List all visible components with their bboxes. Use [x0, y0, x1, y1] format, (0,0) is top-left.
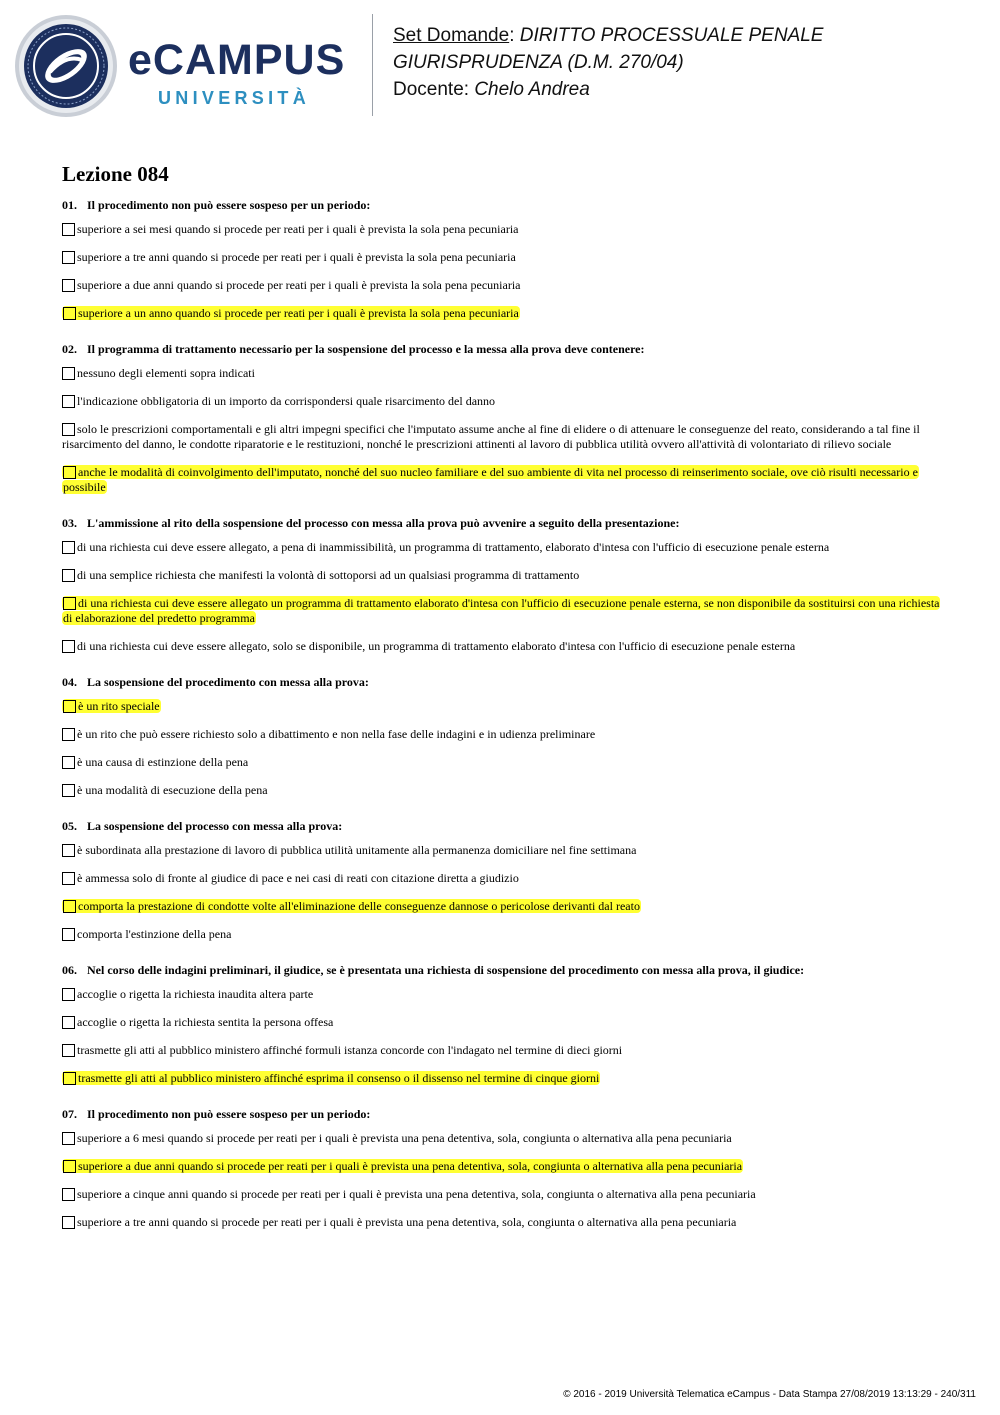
- question-text: [62, 675, 940, 689]
- set-line: Set Domande: DIRITTO PROCESSUALE PENALE: [393, 25, 824, 46]
- answer-option[interactable]: [62, 394, 940, 409]
- answer-option-text: è subordinata alla prestazione di lavoro di pubblica utilità unitamente alla permanenza domiciliare nel fine settimana: [77, 843, 637, 857]
- answer-option[interactable]: [62, 278, 940, 293]
- question-block: [62, 1107, 940, 1230]
- answer-option-text: comporta la prestazione di condotte volte all'eliminazione delle conseguenze dannose o pericolose derivanti dal reato: [78, 899, 640, 913]
- answer-option-text: di una richiesta cui deve essere allegato, a pena di inammissibilità, un programma di trattamento, elaborato d'intesa con l'ufficio di esecuzione penale esterna: [77, 540, 830, 554]
- course-line: GIURISPRUDENZA (D.M. 270/04): [393, 52, 684, 73]
- answer-option-text: accoglie o rigetta la richiesta inaudita altera parte: [77, 987, 314, 1001]
- header-divider: [372, 14, 373, 116]
- main-content: [62, 160, 940, 1251]
- checkbox-icon[interactable]: [62, 223, 75, 236]
- checkbox-icon[interactable]: [62, 279, 75, 292]
- answer-option-text: superiore a 6 mesi quando si procede per reati per i quali è prevista una pena detentiva, sola, congiunta o alternativa alla pena pecuniaria: [77, 1131, 732, 1145]
- answer-option-text: superiore a cinque anni quando si procede per reati per i quali è prevista una pena detentiva, sola, congiunta o alternativa alla pena pecuniaria: [77, 1187, 756, 1201]
- question-text: [62, 819, 940, 833]
- lesson-title: Lezione 084: [62, 162, 169, 186]
- checkbox-icon[interactable]: [62, 1016, 75, 1029]
- checkbox-icon[interactable]: [63, 700, 76, 713]
- question-block: [62, 963, 940, 1086]
- question-prompt: La sospensione del procedimento con messa alla prova:: [87, 675, 369, 689]
- answer-option-text: superiore a tre anni quando si procede per reati per i quali è prevista la sola pena pecuniaria: [77, 250, 516, 264]
- checkbox-icon[interactable]: [62, 1216, 75, 1229]
- question-number: 02.: [62, 342, 77, 356]
- answer-option[interactable]: [62, 1071, 940, 1086]
- answer-option[interactable]: [62, 1215, 940, 1230]
- question-prompt: L'ammissione al rito della sospensione del processo con messa alla prova può avvenire a seguito della presentazione:: [87, 516, 680, 530]
- answer-option[interactable]: [62, 366, 940, 381]
- answer-option-text: è un rito speciale: [78, 699, 160, 713]
- answer-option[interactable]: [62, 222, 940, 237]
- checkbox-icon[interactable]: [62, 784, 75, 797]
- answer-option[interactable]: [62, 755, 940, 770]
- checkbox-icon[interactable]: [62, 640, 75, 653]
- checkbox-icon[interactable]: [62, 928, 75, 941]
- answer-option[interactable]: [62, 465, 940, 495]
- answer-option[interactable]: [62, 306, 940, 321]
- answer-option[interactable]: [62, 899, 940, 914]
- checkbox-icon[interactable]: [63, 466, 76, 479]
- question-number: 04.: [62, 675, 77, 689]
- question-prompt: La sospensione del processo con messa alla prova:: [87, 819, 343, 833]
- question-block: [62, 675, 940, 798]
- checkbox-icon[interactable]: [62, 423, 75, 436]
- answer-option-text: superiore a tre anni quando si procede per reati per i quali è prevista una pena detentiva, sola, congiunta o alternativa alla pena pecuniaria: [77, 1215, 737, 1229]
- question-block: [62, 198, 940, 321]
- answer-option-text: di una richiesta cui deve essere allegato, solo se disponibile, un programma di trattamento elaborato d'intesa con l'ufficio di esecuzione penale esterna: [77, 639, 796, 653]
- checkbox-icon[interactable]: [62, 541, 75, 554]
- checkbox-icon[interactable]: [62, 251, 75, 264]
- question-text: [62, 342, 940, 356]
- answer-option-text: accoglie o rigetta la richiesta sentita la persona offesa: [77, 1015, 334, 1029]
- answer-option[interactable]: [62, 987, 940, 1002]
- question-number: 01.: [62, 198, 77, 212]
- checkbox-icon[interactable]: [62, 844, 75, 857]
- answer-option[interactable]: [62, 1015, 940, 1030]
- checkbox-icon[interactable]: [63, 900, 76, 913]
- checkbox-icon[interactable]: [62, 395, 75, 408]
- answer-option-text: di una semplice richiesta che manifesti la volontà di sottoporsi ad un qualsiasi programma di trattamento: [77, 568, 580, 582]
- question-text: [62, 963, 940, 977]
- answer-option-text: nessuno degli elementi sopra indicati: [77, 366, 255, 380]
- checkbox-icon[interactable]: [62, 367, 75, 380]
- checkbox-icon[interactable]: [62, 756, 75, 769]
- question-prompt: Il programma di trattamento necessario per la sospensione del processo e la messa alla prova deve contenere:: [87, 342, 645, 356]
- answer-option[interactable]: [62, 596, 940, 626]
- answer-option-text: è ammessa solo di fronte al giudice di pace e nei casi di reati con citazione diretta a giudizio: [77, 871, 519, 885]
- question-block: [62, 516, 940, 654]
- checkbox-icon[interactable]: [63, 597, 76, 610]
- teacher-line: [393, 76, 983, 103]
- question-number: 03.: [62, 516, 77, 530]
- answer-option[interactable]: [62, 1187, 940, 1202]
- answer-option[interactable]: [62, 699, 940, 714]
- header-info: [393, 22, 983, 103]
- answer-option-text: solo le prescrizioni comportamentali e gli altri impegni specifici che l'imputato assume anche al fine di elidere o di attenuare le conseguenze del reato, considerando a tal fine il risarcimento del danno, le condotte riparatorie e le restituzioni, nonché le prescrizioni attinenti al lavoro di pubblica utilità ovvero all'attività di volontariato di rilievo sociale: [62, 422, 920, 451]
- question-prompt: Il procedimento non può essere sospeso per un periodo:: [87, 198, 371, 212]
- answer-option[interactable]: [62, 422, 940, 452]
- answer-option-text: comporta l'estinzione della pena: [77, 927, 232, 941]
- question-text: [62, 198, 940, 212]
- answer-option-text: superiore a un anno quando si procede per reati per i quali è prevista la sola pena pecuniaria: [78, 306, 519, 320]
- ecampus-seal-logo: [14, 14, 118, 118]
- question-block: [62, 342, 940, 495]
- question-number: 06.: [62, 963, 77, 977]
- question-prompt: Nel corso delle indagini preliminari, il giudice, se è presentata una richiesta di sospensione del procedimento con messa alla prova, il giudice:: [87, 963, 805, 977]
- checkbox-icon[interactable]: [62, 728, 75, 741]
- answer-option[interactable]: [62, 927, 940, 942]
- question-block: [62, 819, 940, 942]
- teacher-label: Docente:: [393, 79, 470, 100]
- answer-option-text: trasmette gli atti al pubblico ministero affinché esprima il consenso o il dissenso nel termine di cinque giorni: [78, 1071, 600, 1085]
- answer-option-text: è una modalità di esecuzione della pena: [77, 783, 268, 797]
- page-footer: © 2016 - 2019 Università Telematica eCampus - Data Stampa 27/08/2019 13:13:29 - 240/311: [563, 1389, 976, 1400]
- question-number: 07.: [62, 1107, 77, 1121]
- answer-option-text: superiore a due anni quando si procede per reati per i quali è prevista una pena detentiva, sola, congiunta o alternativa alla pena pecuniaria: [78, 1159, 743, 1173]
- checkbox-icon[interactable]: [62, 1044, 75, 1057]
- teacher-name: Chelo Andrea: [474, 79, 590, 100]
- answer-option[interactable]: [62, 1043, 940, 1058]
- answer-option[interactable]: [62, 843, 940, 858]
- set-label: Set Domande: [393, 25, 510, 46]
- checkbox-icon[interactable]: [63, 1072, 76, 1085]
- answer-option[interactable]: [62, 871, 940, 886]
- checkbox-icon[interactable]: [63, 1160, 76, 1173]
- answer-option[interactable]: [62, 1131, 940, 1146]
- ecampus-wordmark: [128, 36, 358, 116]
- answer-option[interactable]: [62, 783, 940, 798]
- page-header: [0, 0, 1000, 130]
- answer-option-text: trasmette gli atti al pubblico ministero affinché formuli istanza concorde con l'indagato nel termine di dieci giorni: [77, 1043, 623, 1057]
- answer-option[interactable]: [62, 250, 940, 265]
- answer-option-text: è una causa di estinzione della pena: [77, 755, 249, 769]
- question-number: 05.: [62, 819, 77, 833]
- answer-option-text: l'indicazione obbligatoria di un importo da corrispondersi quale risarcimento del danno: [77, 394, 496, 408]
- question-text: [62, 1107, 940, 1121]
- question-prompt: Il procedimento non può essere sospeso per un periodo:: [87, 1107, 371, 1121]
- set-value: DIRITTO PROCESSUALE PENALE: [519, 25, 824, 46]
- answer-option[interactable]: [62, 568, 940, 583]
- checkbox-icon[interactable]: [62, 1132, 75, 1145]
- checkbox-icon[interactable]: [62, 988, 75, 1001]
- question-text: [62, 516, 940, 530]
- answer-option-text: di una richiesta cui deve essere allegato un programma di trattamento elaborato d'intesa con l'ufficio di esecuzione penale esterna, se non disponibile da sostituirsi con una richiesta di elaborazione del predetto programma: [63, 596, 940, 625]
- checkbox-icon[interactable]: [62, 569, 75, 582]
- brand-name: eCAMPUS: [128, 36, 346, 84]
- answer-option-text: superiore a due anni quando si procede per reati per i quali è prevista la sola pena pecuniaria: [77, 278, 521, 292]
- checkbox-icon[interactable]: [63, 307, 76, 320]
- answer-option-text: superiore a sei mesi quando si procede per reati per i quali è prevista la sola pena pecuniaria: [77, 222, 519, 236]
- answer-option[interactable]: [62, 727, 940, 742]
- brand-subtitle: UNIVERSITÀ: [158, 88, 311, 108]
- answer-option[interactable]: [62, 540, 940, 555]
- answer-option-text: è un rito che può essere richiesto solo a dibattimento e non nella fase delle indagini e in udienza preliminare: [77, 727, 596, 741]
- answer-option[interactable]: [62, 1159, 940, 1174]
- checkbox-icon[interactable]: [62, 1188, 75, 1201]
- answer-option[interactable]: [62, 639, 940, 654]
- checkbox-icon[interactable]: [62, 872, 75, 885]
- answer-option-text: anche le modalità di coinvolgimento dell'imputato, nonché del suo nucleo familiare e del suo ambiente di vita nel processo di reinserimento sociale, ove ciò risulti necessario e possibile: [63, 465, 918, 494]
- question-list: [62, 198, 940, 1230]
